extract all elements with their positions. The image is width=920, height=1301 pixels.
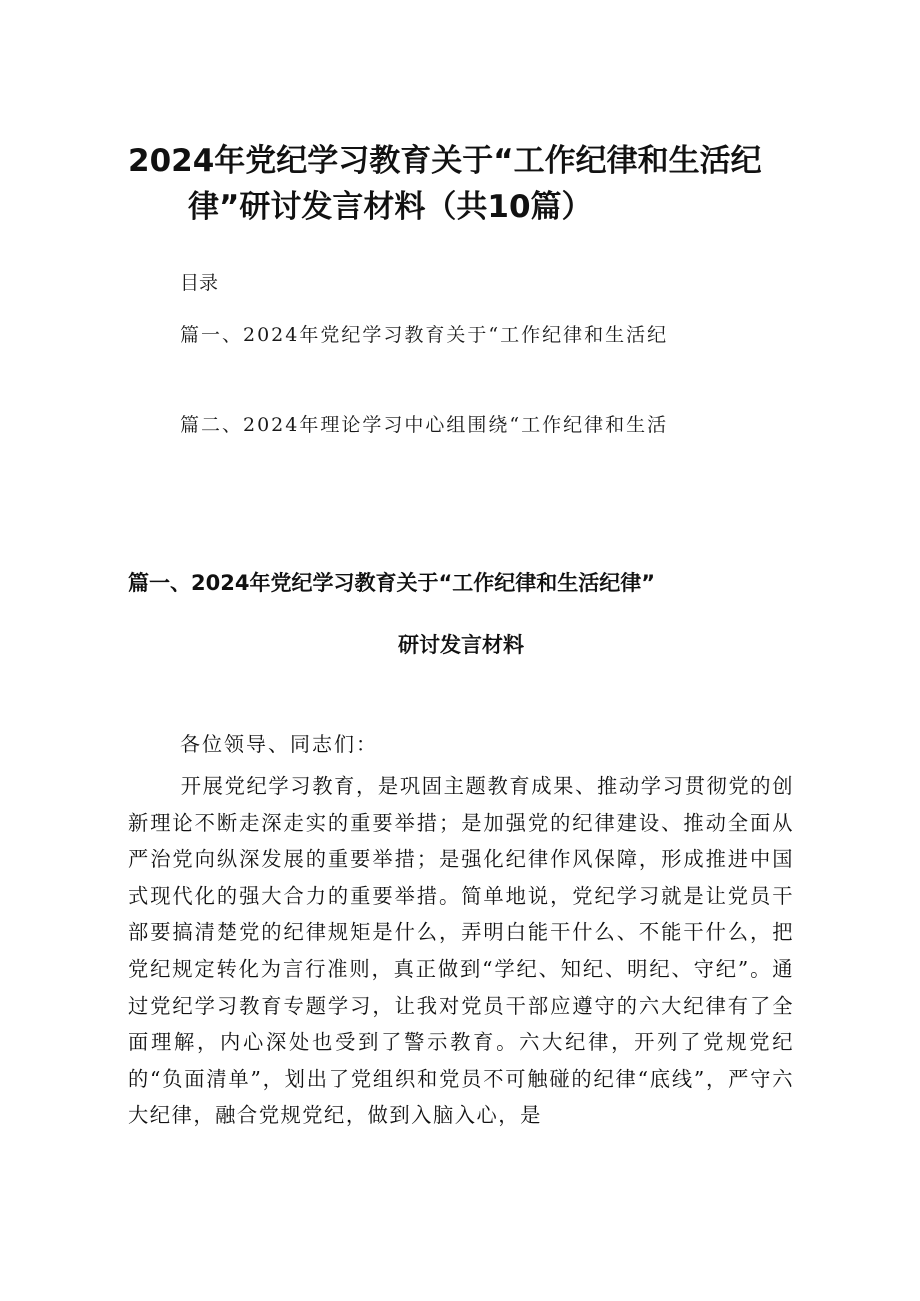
section-subtitle: 研讨发言材料 (398, 633, 524, 657)
toc-item-1[interactable]: 篇一、2024年党纪学习教育关于“工作纪律和生活纪 (180, 324, 669, 346)
salutation: 各位领导、同志们： (180, 732, 378, 756)
toc-heading: 目录 (180, 272, 219, 294)
document-title (128, 138, 808, 230)
document-title-line-1: 2024年党纪学习教育关于“工作纪律和生活纪 (128, 143, 762, 179)
toc-item-2[interactable]: 篇二、2024年理论学习中心组围绕“工作纪律和生活 (180, 414, 669, 436)
section-title: 篇一、2024年党纪学习教育关于“工作纪律和生活纪律” (128, 571, 656, 595)
body-paragraph: 开展党纪学习教育，是巩固主题教育成果、推动学习贯彻党的创新理论不断走深走实的重要举措；是加强党的纪律建设、推动全面从严治党向纵深发展的重要举措；是强化纪律作风保障，形成推进中国式现代化的强大合力的重要举措。简单地说，党纪学习就是让党员干部要搞清楚党的纪律规矩是什么，弄明白能干什么、不能干什么，把党纪规定转化为言行准则，真正做到“学纪、知纪、明纪、守纪”。通过党纪学习教育专题学习，让我对党员干部应遵守的六大纪律有了全面理解，内心深处也受到了警示教育。六大纪律，开列了党规党纪的“负面清单”，划出了党组织和党员不可触碰的纪律“底线”，严守六大纪律，融合党规党纪，做到入脑入心，是 (128, 774, 794, 1128)
document-title-line-2: 律”研讨发言材料（共10篇） (188, 189, 593, 225)
